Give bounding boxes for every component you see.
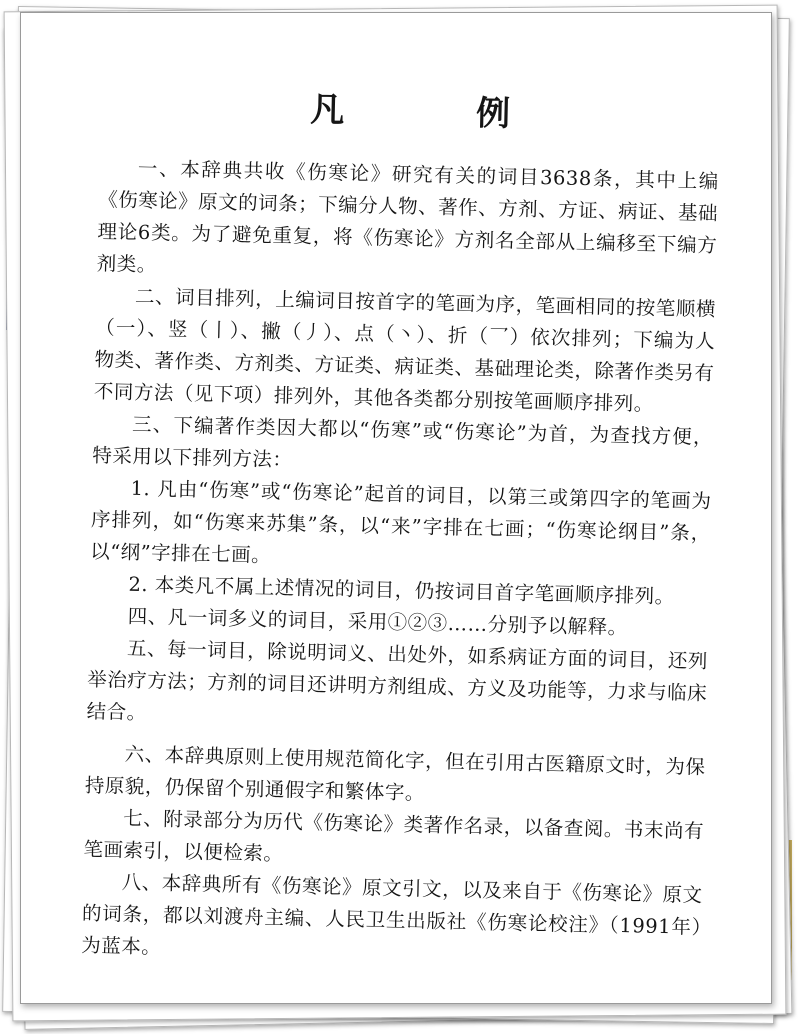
page-content [81,77,721,976]
paragraph-8: 八、本辞典所有《伤寒论》原文引文，以及来自于《伤寒论》原文的词条，都以刘渡舟主编、人民卫生出版社《伤寒论校注》（1991年）为蓝本。 [81,870,703,959]
paragraph-3-item-2: 2. 本类凡不属上述情况的词目，仍按词目首字笔画顺序排列。 [128,572,675,609]
paragraph-7: 七、附录部分为历代《伤寒论》类著作名录，以备查阅。书末尚有笔画索引，以便检索。 [83,806,705,866]
paragraph-3-item-1: 1. 凡由“伤寒”或“伤寒论”起首的词目，以第三或第四字的笔画为序排列，如“伤寒来苏集”条，以“来”字排在七画；“伤寒论纲目”条，以“纲”字排在七画。 [89,476,712,567]
paragraph-1: 一、本辞典共收《伤寒论》研究有关的词目3638条，其中上编《伤寒论》原文的词条；下编分人物、著作、方剂、方证、病证、基础理论6类。为了避免重复，将《伤寒论》方剂名全部从上编移至下编方剂类。 [96,156,720,277]
page-title: 凡 例 [309,89,571,136]
paragraph-6: 六、本辞典原则上使用规范简化字，但在引用古医籍原文时，为保持原貌，仍保留个别通假字和繁体字。 [84,742,706,805]
paragraph-4: 四、凡一词多义的词目，采用①②③……分别予以解释。 [127,604,628,640]
paragraph-5: 五、每一词目，除说明词义、出处外，如系病证方面的词目，还列举治疗方法；方剂的词目还讲明方剂组成、方义及功能等，力求与临床结合。 [86,636,709,725]
document-page [20,12,772,1004]
paragraph-3: 三、下编著作类因大都以“伤寒”或“伤寒论”为首，为查找方便，特采用以下排列方法： [92,412,714,472]
paragraph-2: 二、词目排列，上编词目按首字的笔画为序，笔画相同的按笔顺横（一）、竖（丨）、撇（丿）、点（丶）、折（乛）依次排列；下编为人物类、著作类、方剂类、方证类、病证类、基础理论类，除著作类另有不同方法（见下项）排列外，其他各类都分别按笔画顺序排列。 [93,284,717,416]
